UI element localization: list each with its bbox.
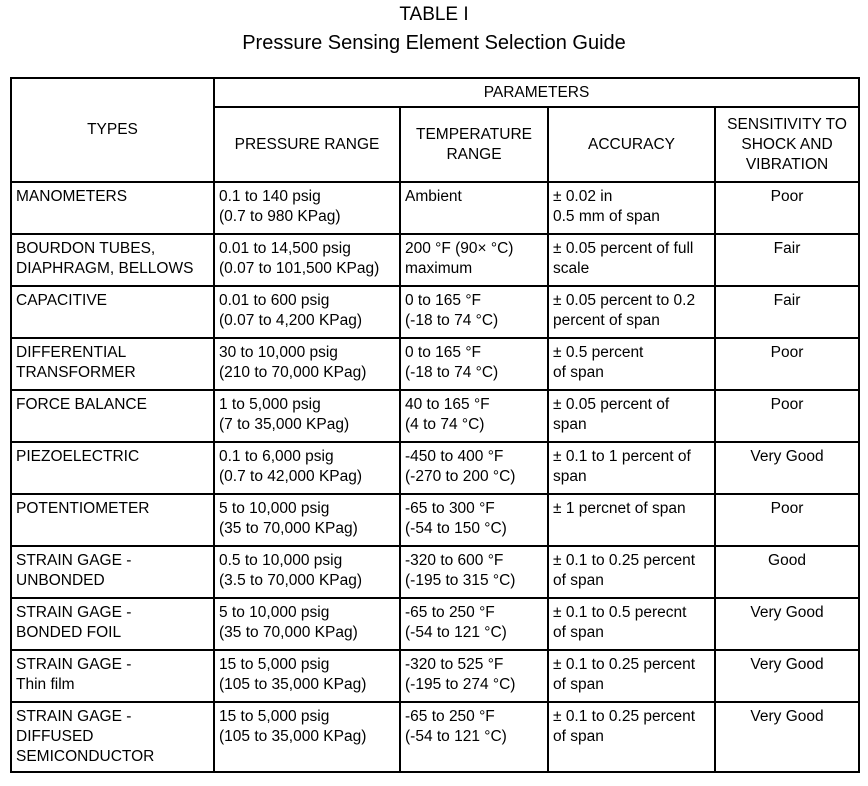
table-row xyxy=(11,442,859,494)
accuracy-cell xyxy=(548,650,715,702)
pressure-cell-line: (0.07 to 4,200 KPag) xyxy=(219,312,363,329)
pressure-cell-line: 5 to 10,000 psig xyxy=(219,604,330,621)
pressure-cell-line: (0.7 to 980 KPag) xyxy=(219,208,341,225)
temperature-cell-line: -450 to 400 °F xyxy=(405,448,504,465)
pressure-cell xyxy=(214,286,400,338)
type-cell xyxy=(11,494,214,546)
temperature-cell-line: 200 °F (90× °C) xyxy=(405,240,514,257)
accuracy-cell-line: of span xyxy=(553,728,604,745)
table-row xyxy=(11,546,859,598)
table-title: Pressure Sensing Element Selection Guide xyxy=(242,32,626,54)
pressure-cell xyxy=(214,494,400,546)
accuracy-cell-line: ± 0.02 in xyxy=(553,188,613,205)
type-cell-line: STRAIN GAGE - xyxy=(16,708,132,725)
pressure-cell-line: (105 to 35,000 KPag) xyxy=(219,728,367,745)
type-cell-line: Thin film xyxy=(16,676,75,693)
accuracy-cell xyxy=(548,546,715,598)
accuracy-cell-line: 0.5 mm of span xyxy=(553,208,660,225)
accuracy-cell xyxy=(548,494,715,546)
type-cell-line: STRAIN GAGE - xyxy=(16,656,132,673)
type-cell xyxy=(11,286,214,338)
temperature-cell xyxy=(400,598,548,650)
temperature-cell xyxy=(400,442,548,494)
table-row xyxy=(11,390,859,442)
header-sensitivity-line: VIBRATION xyxy=(745,155,829,173)
type-cell-line: BONDED FOIL xyxy=(16,624,122,641)
accuracy-cell xyxy=(548,598,715,650)
pressure-cell xyxy=(214,702,400,772)
pressure-cell-line: (35 to 70,000 KPag) xyxy=(219,624,358,641)
type-cell-line: DIAPHRAGM, BELLOWS xyxy=(16,260,194,277)
accuracy-cell-line: percent of span xyxy=(553,312,660,329)
accuracy-cell-line: ± 0.1 to 1 percent of xyxy=(553,448,691,465)
pressure-cell-line: 1 to 5,000 psig xyxy=(219,396,321,413)
temperature-cell xyxy=(400,546,548,598)
header-parameters: PARAMETERS xyxy=(214,78,859,107)
sensitivity-cell: Very Good xyxy=(715,702,859,772)
pressure-cell xyxy=(214,338,400,390)
temperature-cell-line: -65 to 250 °F xyxy=(405,708,495,725)
temperature-cell-line: maximum xyxy=(405,260,473,277)
type-cell-line: TRANSFORMER xyxy=(16,364,136,381)
table-row xyxy=(11,702,859,772)
sensitivity-cell: Poor xyxy=(715,390,859,442)
type-cell xyxy=(11,390,214,442)
sensitivity-cell: Fair xyxy=(715,286,859,338)
sensitivity-cell: Poor xyxy=(715,338,859,390)
accuracy-cell xyxy=(548,702,715,772)
temperature-cell xyxy=(400,286,548,338)
pressure-cell xyxy=(214,598,400,650)
temperature-cell xyxy=(400,494,548,546)
pressure-cell-line: 0.01 to 600 psig xyxy=(219,292,330,309)
temperature-cell xyxy=(400,182,548,234)
pressure-cell-line: (3.5 to 70,000 KPag) xyxy=(219,572,363,589)
temperature-cell xyxy=(400,234,548,286)
accuracy-cell-line: of span xyxy=(553,624,604,641)
type-cell xyxy=(11,546,214,598)
accuracy-cell-line: ± 1 percnet of span xyxy=(553,500,686,517)
accuracy-cell-line: ± 0.1 to 0.25 percent xyxy=(553,552,696,569)
accuracy-cell-line: span xyxy=(553,468,587,485)
type-cell-line: UNBONDED xyxy=(16,572,105,589)
type-cell-line: STRAIN GAGE - xyxy=(16,604,132,621)
pressure-cell-line: (105 to 35,000 KPag) xyxy=(219,676,367,693)
type-cell-line: STRAIN GAGE - xyxy=(16,552,132,569)
accuracy-cell xyxy=(548,442,715,494)
temperature-cell-line: (-270 to 200 °C) xyxy=(405,468,516,485)
header-sensitivity-line: SENSITIVITY TO xyxy=(727,115,847,133)
pressure-cell-line: (0.7 to 42,000 KPag) xyxy=(219,468,363,485)
pressure-cell xyxy=(214,390,400,442)
accuracy-cell-line: ± 0.1 to 0.25 percent xyxy=(553,708,696,725)
type-cell-line: DIFFERENTIAL xyxy=(16,344,127,361)
type-cell-line: SEMICONDUCTOR xyxy=(16,748,155,765)
table-row xyxy=(11,598,859,650)
type-cell xyxy=(11,442,214,494)
temperature-cell-line: (-18 to 74 °C) xyxy=(405,364,499,381)
header-sensitivity-line: SHOCK AND xyxy=(741,135,833,153)
temperature-cell xyxy=(400,390,548,442)
pressure-cell-line: (0.07 to 101,500 KPag) xyxy=(219,260,380,277)
selection-guide-table xyxy=(10,77,860,773)
accuracy-cell-line: of span xyxy=(553,364,604,381)
sensitivity-cell: Very Good xyxy=(715,442,859,494)
temperature-cell xyxy=(400,702,548,772)
pressure-cell-line: 30 to 10,000 psig xyxy=(219,344,338,361)
table-row xyxy=(11,338,859,390)
table-row xyxy=(11,494,859,546)
type-cell-line: MANOMETERS xyxy=(16,188,128,205)
type-cell-line: POTENTIOMETER xyxy=(16,500,150,517)
header-pressure-range: PRESSURE RANGE xyxy=(214,107,400,182)
temperature-cell-line: Ambient xyxy=(405,188,462,205)
table-label: TABLE I xyxy=(399,4,469,25)
header-accuracy: ACCURACY xyxy=(548,107,715,182)
type-cell xyxy=(11,234,214,286)
pressure-cell-line: (7 to 35,000 KPag) xyxy=(219,416,350,433)
accuracy-cell-line: ± 0.5 percent xyxy=(553,344,644,361)
temperature-cell-line: 40 to 165 °F xyxy=(405,396,490,413)
type-cell xyxy=(11,598,214,650)
type-cell-line: PIEZOELECTRIC xyxy=(16,448,140,465)
header-temperature-line: TEMPERATURE xyxy=(416,125,532,143)
pressure-cell xyxy=(214,546,400,598)
temperature-cell-line: (-54 to 121 °C) xyxy=(405,624,507,641)
pressure-cell-line: (210 to 70,000 KPag) xyxy=(219,364,367,381)
sensitivity-cell: Good xyxy=(715,546,859,598)
pressure-cell xyxy=(214,650,400,702)
accuracy-cell xyxy=(548,286,715,338)
sensitivity-cell: Poor xyxy=(715,182,859,234)
accuracy-cell xyxy=(548,234,715,286)
type-cell-line: FORCE BALANCE xyxy=(16,396,147,413)
temperature-cell-line: 0 to 165 °F xyxy=(405,292,481,309)
temperature-cell-line: (4 to 74 °C) xyxy=(405,416,485,433)
pressure-cell-line: 5 to 10,000 psig xyxy=(219,500,330,517)
table-row xyxy=(11,182,859,234)
temperature-cell-line: (-18 to 74 °C) xyxy=(405,312,499,329)
accuracy-cell-line: ± 0.05 percent of xyxy=(553,396,670,413)
header-temperature-line: RANGE xyxy=(446,145,502,163)
type-cell xyxy=(11,702,214,772)
table-body xyxy=(11,182,859,772)
sensitivity-cell: Very Good xyxy=(715,650,859,702)
temperature-cell-line: (-54 to 121 °C) xyxy=(405,728,507,745)
pressure-cell-line: 15 to 5,000 psig xyxy=(219,708,330,725)
temperature-cell-line: -65 to 250 °F xyxy=(405,604,495,621)
sensitivity-cell: Fair xyxy=(715,234,859,286)
accuracy-cell-line: span xyxy=(553,416,587,433)
accuracy-cell-line: scale xyxy=(553,260,590,277)
sensitivity-cell: Very Good xyxy=(715,598,859,650)
type-cell xyxy=(11,338,214,390)
accuracy-cell xyxy=(548,182,715,234)
pressure-cell-line: 15 to 5,000 psig xyxy=(219,656,330,673)
type-cell-line: CAPACITIVE xyxy=(16,292,108,309)
type-cell xyxy=(11,650,214,702)
accuracy-cell-line: of span xyxy=(553,676,604,693)
header-sensitivity xyxy=(715,107,859,182)
accuracy-cell xyxy=(548,390,715,442)
temperature-cell-line: 0 to 165 °F xyxy=(405,344,481,361)
header-temperature-range xyxy=(400,107,548,182)
accuracy-cell xyxy=(548,338,715,390)
pressure-cell-line: 0.5 to 10,000 psig xyxy=(219,552,343,569)
sensitivity-cell: Poor xyxy=(715,494,859,546)
pressure-cell xyxy=(214,182,400,234)
pressure-cell xyxy=(214,234,400,286)
table-row xyxy=(11,286,859,338)
table-row xyxy=(11,650,859,702)
pressure-cell-line: (35 to 70,000 KPag) xyxy=(219,520,358,537)
temperature-cell xyxy=(400,338,548,390)
pressure-cell-line: 0.1 to 140 psig xyxy=(219,188,321,205)
accuracy-cell-line: ± 0.1 to 0.5 perecnt xyxy=(553,604,687,621)
type-cell xyxy=(11,182,214,234)
pressure-cell-line: 0.1 to 6,000 psig xyxy=(219,448,334,465)
header-types: TYPES xyxy=(11,78,214,182)
temperature-cell xyxy=(400,650,548,702)
accuracy-cell-line: ± 0.05 percent of full xyxy=(553,240,694,257)
temperature-cell-line: -65 to 300 °F xyxy=(405,500,495,517)
temperature-cell-line: (-195 to 274 °C) xyxy=(405,676,516,693)
temperature-cell-line: -320 to 525 °F xyxy=(405,656,504,673)
accuracy-cell-line: ± 0.05 percent to 0.2 xyxy=(553,292,696,309)
temperature-cell-line: (-54 to 150 °C) xyxy=(405,520,507,537)
type-cell-line: DIFFUSED xyxy=(16,728,94,745)
temperature-cell-line: -320 to 600 °F xyxy=(405,552,504,569)
pressure-cell-line: 0.01 to 14,500 psig xyxy=(219,240,351,257)
accuracy-cell-line: of span xyxy=(553,572,604,589)
accuracy-cell-line: ± 0.1 to 0.25 percent xyxy=(553,656,696,673)
type-cell-line: BOURDON TUBES, xyxy=(16,240,156,257)
pressure-cell xyxy=(214,442,400,494)
header-row-top xyxy=(11,78,859,107)
table-row xyxy=(11,234,859,286)
temperature-cell-line: (-195 to 315 °C) xyxy=(405,572,516,589)
